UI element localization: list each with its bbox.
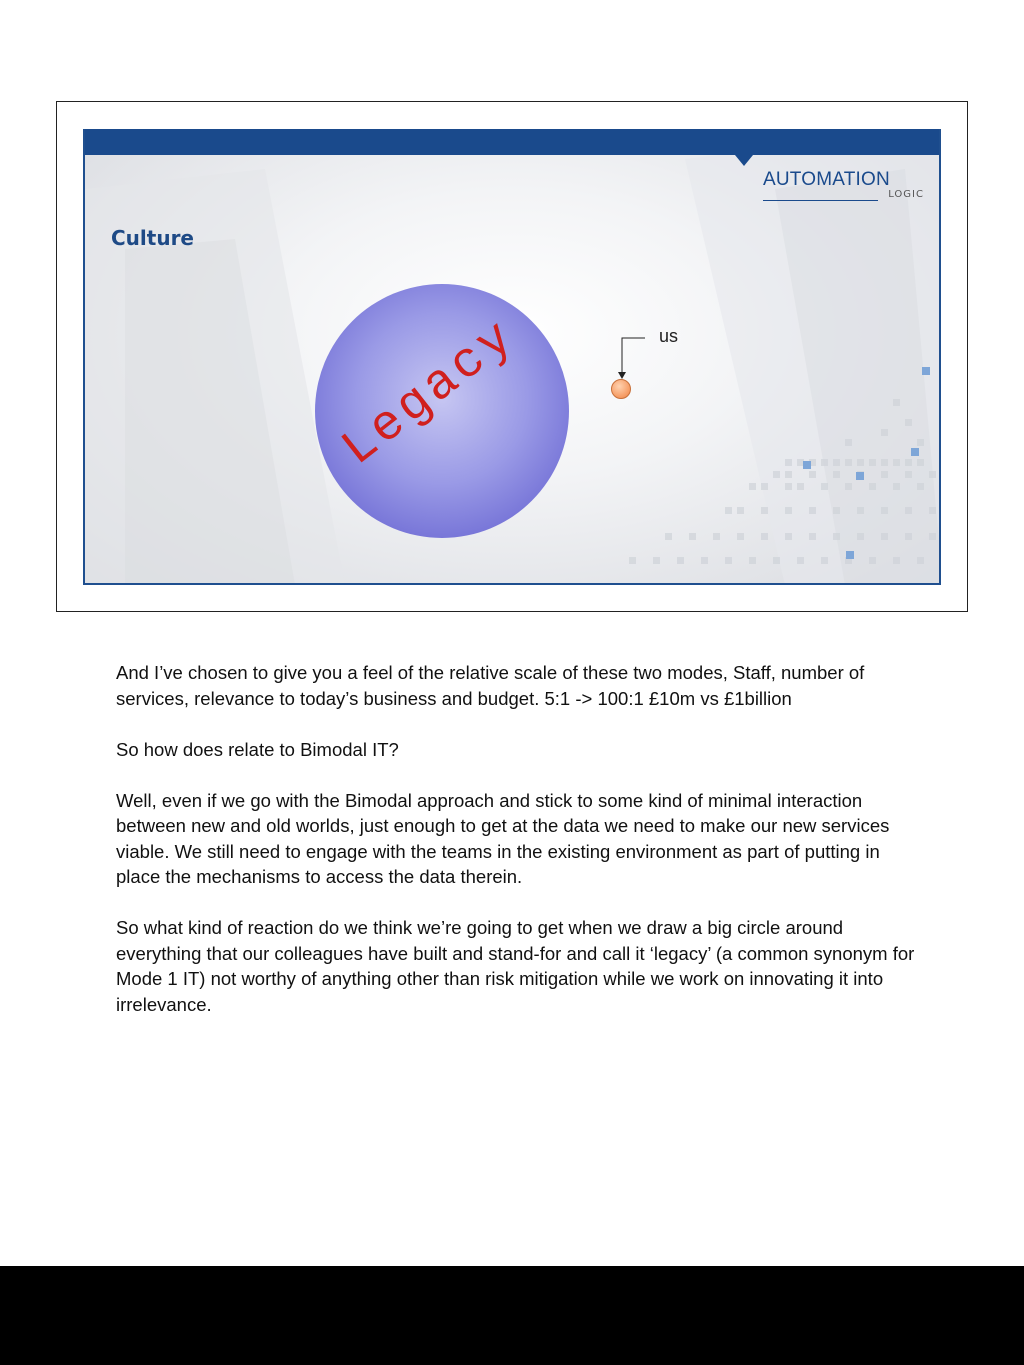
us-callout-line	[85, 129, 941, 585]
logo-main-text: AUTOMATION	[763, 169, 890, 190]
notes-paragraph-3: Well, even if we go with the Bimodal approach and stick to some kind of minimal interaction between new and old worlds, just enough to get at the data we need to make our new services viable. We still need to engage with the teams in the existing environment as part of putting in place the mechanisms to access the data therein.	[116, 789, 890, 887]
notes-paragraph-2: So how does relate to Bimodal IT?	[116, 738, 399, 760]
us-circle	[611, 379, 631, 399]
slide-title: Culture	[111, 226, 194, 250]
notes-paragraph-4: So what kind of reaction do we think we’re going to get when we draw a big circle around everything that our colleagues have built and stand-for and call it ‘legacy’ (a common synonym for Mode 1 IT) not worthy of anything other than risk mitigation while we work on innovating it into irrelevance.	[116, 917, 915, 1015]
notes-paragraph-1: And I’ve chosen to give you a feel of the relative scale of these two modes, Staff, number of services, relevance to today’s business and budget. 5:1 -> 100:1 £10m vs £1billion	[116, 662, 865, 709]
bottom-black-band	[0, 1266, 1024, 1365]
legacy-label: Legacy	[331, 308, 528, 479]
us-label: us	[659, 326, 679, 346]
speaker-notes	[116, 660, 916, 1043]
slide	[83, 129, 941, 585]
logo-sub-text: LOGIC	[888, 189, 924, 200]
